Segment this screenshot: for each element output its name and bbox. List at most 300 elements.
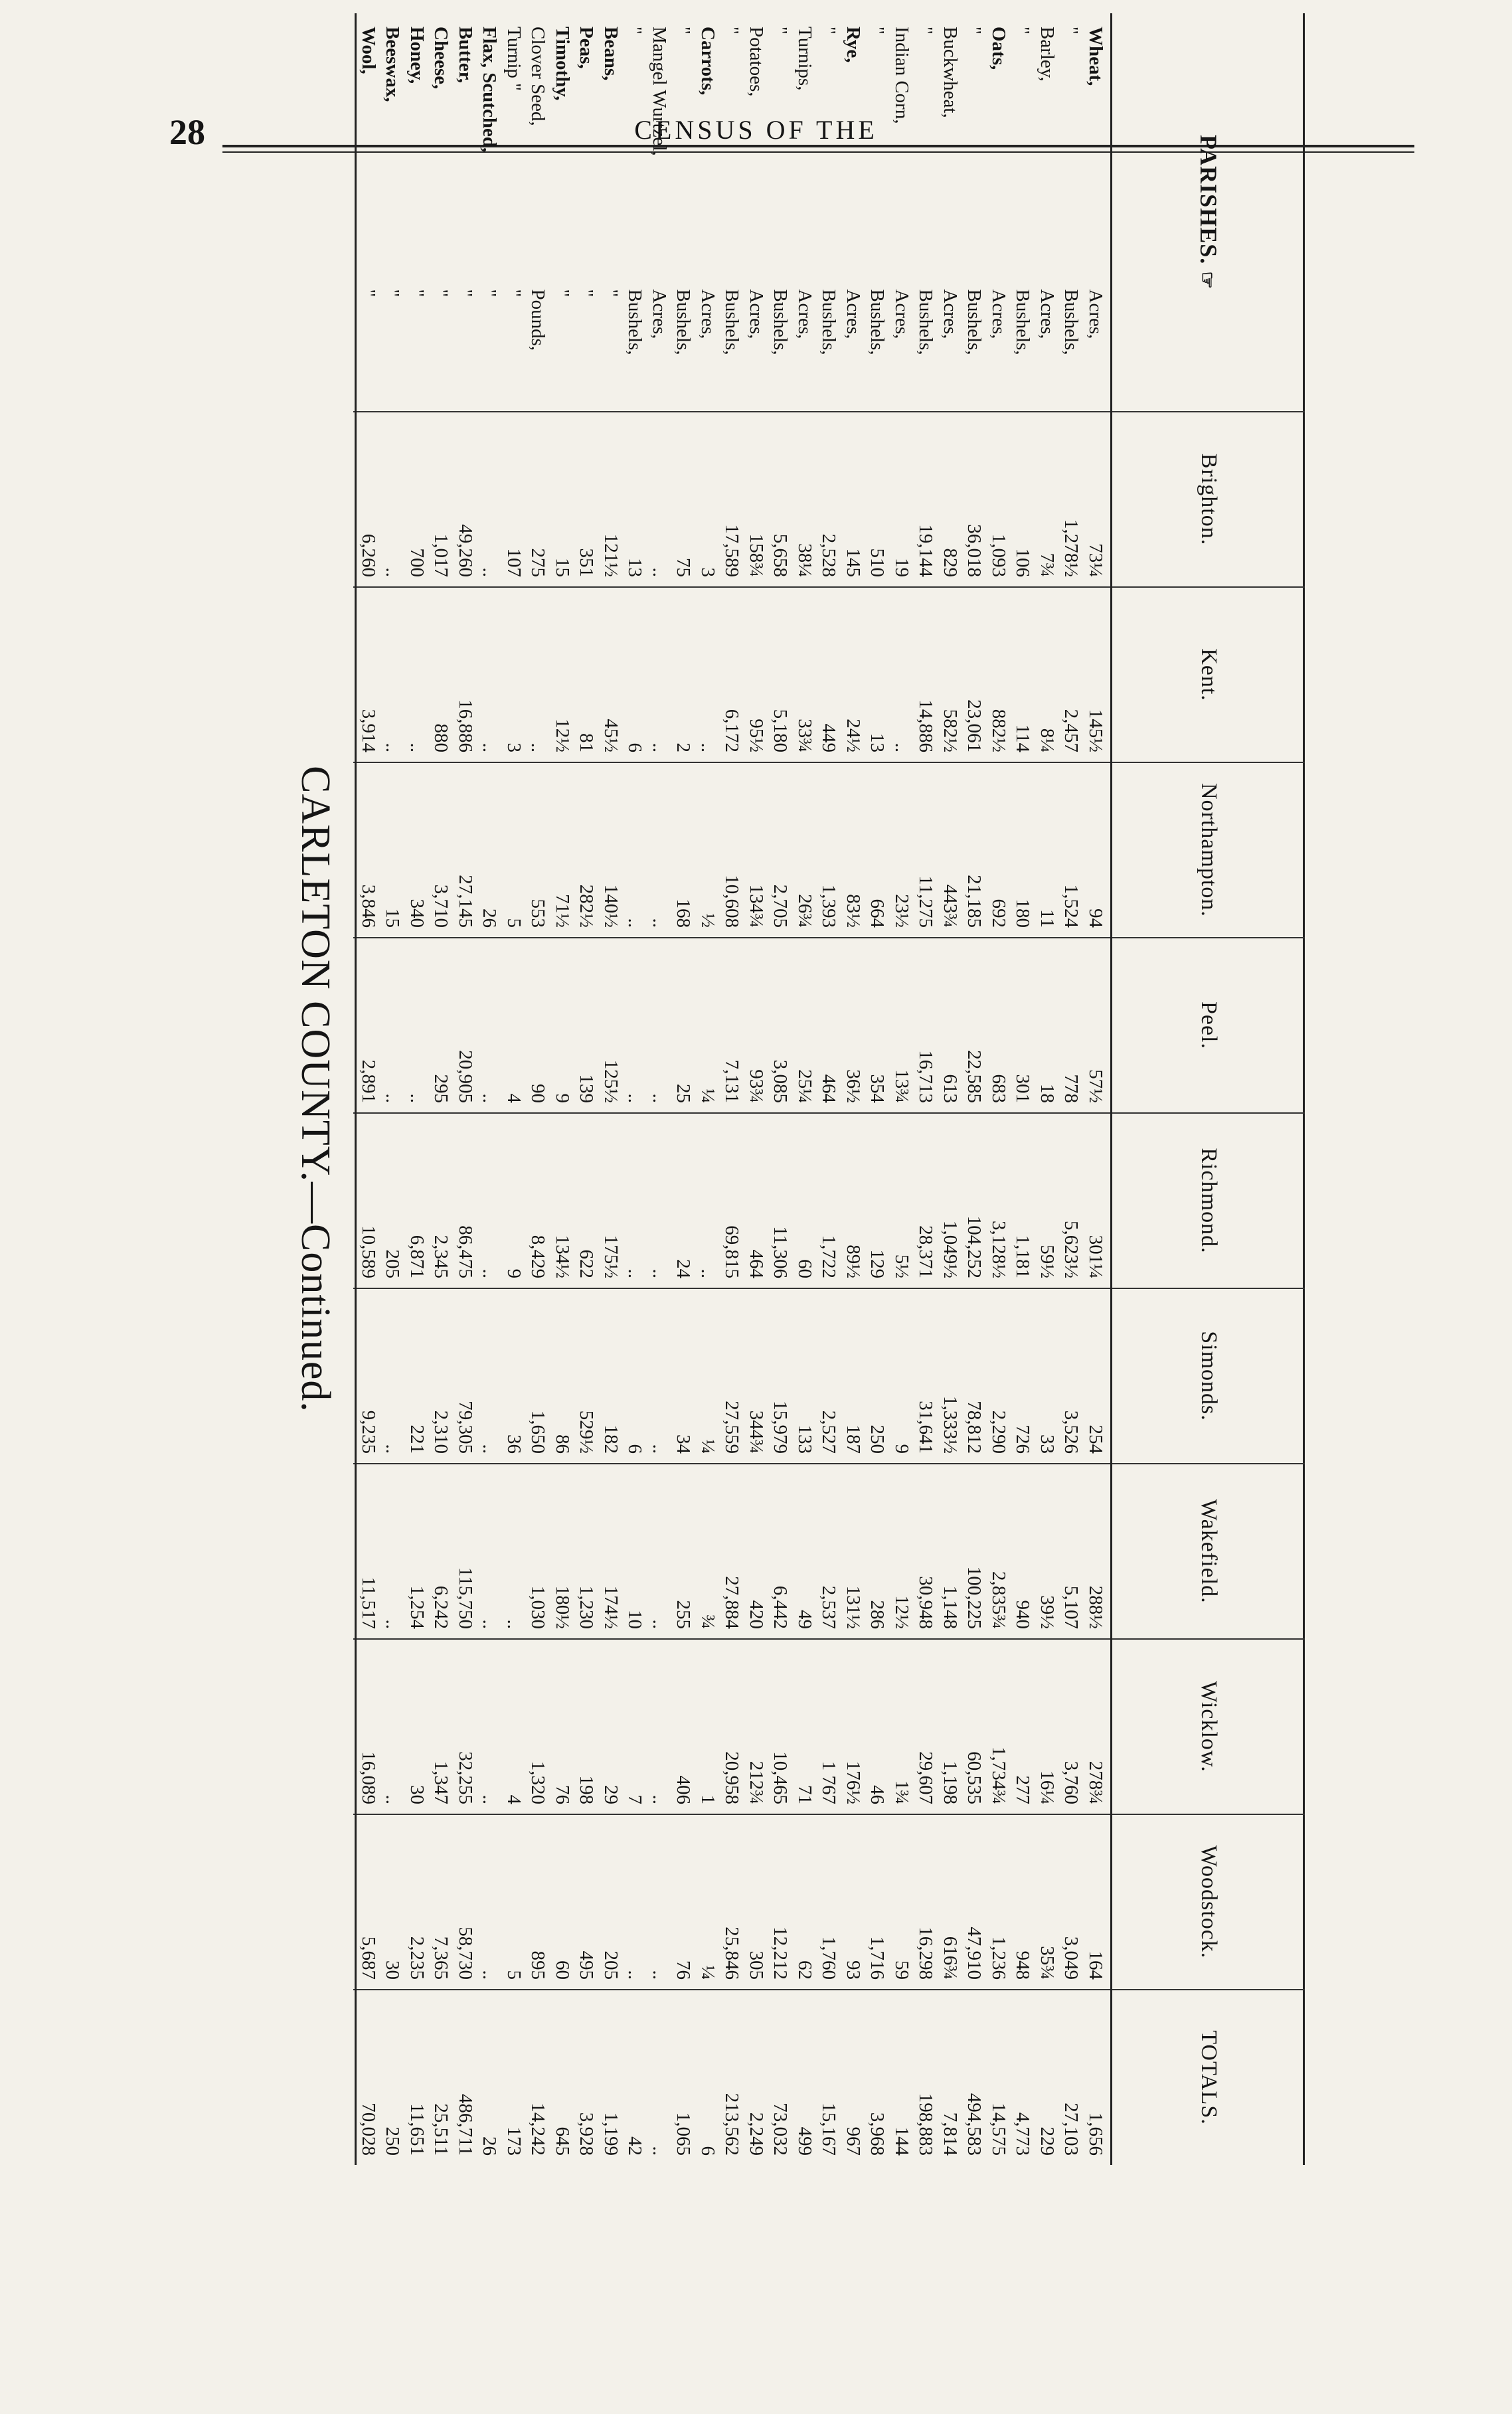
table-cell: 18 (1037, 1084, 1058, 1103)
census-table (354, 13, 1305, 2165)
table-cell: 25¼ (794, 1069, 815, 1103)
table-cell: 134½ (552, 1235, 573, 1278)
table-cell: 12,212 (770, 1927, 792, 1980)
table-cell: 144 (891, 2126, 912, 2156)
table-cell: 14,886 (915, 699, 937, 752)
table-cell: .. (697, 1268, 718, 1278)
table-cell: 34 (673, 1434, 695, 1454)
table-cell: .. (891, 742, 912, 752)
table-cell: 9 (503, 1268, 525, 1278)
table-cell: 35¾ (1037, 1946, 1058, 1980)
crop-label: Mangel Wurtzel, (649, 27, 670, 156)
unit-label: Bushels, (867, 289, 888, 355)
table-cell: 134¾ (746, 884, 767, 928)
crop-label: Honey, (406, 27, 428, 84)
table-cell: 212¾ (746, 1761, 767, 1804)
table-cell: 464 (746, 1249, 767, 1278)
table-cell: 16,298 (915, 1927, 937, 1980)
table-cell: 7,131 (721, 1059, 743, 1103)
table-cell: 275 (527, 548, 549, 577)
table-cell: .. (382, 1093, 404, 1103)
table-cell: 180½ (552, 1585, 573, 1629)
crop-label: " (673, 27, 695, 35)
table-cell: 295 (430, 1074, 452, 1103)
unit-label: " (455, 289, 476, 298)
table-cell: 616¾ (940, 1936, 961, 1980)
table-cell: 255 (673, 1600, 695, 1629)
table-cell: 36,018 (964, 524, 985, 577)
table-cell: 948 (1012, 1950, 1034, 1980)
table-cell: .. (649, 1268, 670, 1278)
table-cell: .. (382, 1444, 404, 1454)
header-row (1112, 13, 1305, 2165)
table-frame-bottom (355, 13, 357, 2165)
table-cell: 60,535 (964, 1751, 985, 1804)
table-cell: 16¼ (1037, 1770, 1058, 1804)
table-cell: 115,750 (455, 1567, 476, 1629)
table-cell: 27,145 (455, 875, 476, 928)
table-cell: 49,260 (455, 524, 476, 577)
table-cell: 10 (624, 1610, 646, 1629)
table-cell: 3,846 (358, 884, 379, 928)
column-header: Brighton. (1112, 412, 1305, 587)
table-cell: 2,345 (430, 1235, 452, 1278)
table-cell: 2,249 (746, 2112, 767, 2156)
table-cell: 406 (673, 1775, 695, 1804)
table-cell: 75 (673, 558, 695, 577)
crop-label: Barley, (1037, 27, 1058, 82)
column-header: Woodstock. (1112, 1814, 1305, 1990)
table-cell: .. (479, 567, 501, 577)
page-number: 28 (169, 112, 205, 152)
table-cell: 3,968 (867, 2112, 888, 2156)
table-cell: 168 (673, 899, 695, 928)
table-cell: ¾ (697, 1614, 718, 1629)
table-body (354, 13, 1112, 2165)
table-cell: .. (649, 1619, 670, 1629)
table-cell: .. (624, 1268, 646, 1278)
table-cell: 73¼ (1085, 543, 1106, 577)
unit-label: Bushels, (818, 289, 840, 355)
table-cell: 71½ (552, 894, 573, 928)
table-cell: 131½ (843, 1585, 864, 1629)
table-cell: 125½ (600, 1059, 622, 1103)
table-cell: 33¾ (794, 719, 815, 752)
table-cell: 49 (794, 1610, 815, 1629)
crop-label: Oats, (988, 27, 1009, 70)
table-cell: 14,575 (988, 2103, 1009, 2156)
table-cell: 164 (1085, 1950, 1106, 1980)
table-cell: 1 (697, 1794, 718, 1804)
table-cell: 6,172 (721, 709, 743, 752)
table-cell: 39½ (1037, 1595, 1058, 1629)
table-cell: 1,049½ (940, 1221, 961, 1278)
table-cell: 16,713 (915, 1050, 937, 1103)
table-cell: 100,225 (964, 1566, 985, 1629)
table-cell: ¼ (697, 1088, 718, 1103)
table-cell: 13 (867, 733, 888, 752)
table-cell: 62 (794, 1960, 815, 1980)
table-cell: 1,230 (576, 1585, 598, 1629)
table-cell: 90 (527, 1084, 549, 1103)
table-cell: .. (479, 742, 501, 752)
table-cell: .. (649, 1970, 670, 1980)
parishes-header (1112, 13, 1305, 412)
table-cell: 25,511 (430, 2103, 452, 2156)
table-cell: 89½ (843, 1245, 864, 1278)
table-cell: 22,585 (964, 1050, 985, 1103)
crop-label: Rye, (843, 27, 864, 63)
table-cell: 93¾ (746, 1069, 767, 1103)
crop-label: " (624, 27, 646, 35)
table-cell: 30 (382, 1960, 404, 1980)
table-cell: 443¾ (940, 884, 961, 928)
table-cell: 6 (624, 742, 646, 752)
unit-label: " (479, 289, 501, 298)
unit-label: " (600, 289, 622, 298)
table-cell: 6,242 (430, 1585, 452, 1629)
unit-label: Bushels, (721, 289, 743, 355)
table-cell: 79,305 (455, 1401, 476, 1454)
crop-label: Cheese, (430, 27, 452, 90)
table-cell: 3,049 (1060, 1936, 1082, 1980)
table-cell: 1,199 (600, 2112, 622, 2156)
table-cell: 340 (406, 899, 428, 928)
table-cell: 26 (479, 2136, 501, 2156)
unit-label: Acres, (697, 289, 718, 339)
table-cell: 3,914 (358, 709, 379, 752)
table-cell: 5,658 (770, 533, 792, 577)
table-cell: 7,365 (430, 1936, 452, 1980)
table-cell: 15 (552, 558, 573, 577)
table-cell: 499 (794, 2126, 815, 2156)
crop-label: " (770, 27, 792, 35)
table-cell: 24 (673, 1259, 695, 1278)
table-cell: 70,028 (358, 2103, 379, 2156)
table-cell: 19,144 (915, 524, 937, 577)
unit-label: " (430, 289, 452, 298)
table-cell: 104,252 (964, 1215, 985, 1278)
table-cell: 71 (794, 1785, 815, 1804)
table-cell: 46 (867, 1785, 888, 1804)
crop-label: " (915, 27, 937, 35)
table-cell: 880 (430, 723, 452, 752)
table-cell: 700 (406, 548, 428, 577)
crop-label: " (1060, 27, 1082, 35)
table-cell: 6,260 (358, 533, 379, 577)
table-cell: 5,180 (770, 709, 792, 752)
table-cell: 2,310 (430, 1410, 452, 1454)
table-cell: 895 (527, 1950, 549, 1980)
table-cell: 180 (1012, 899, 1034, 928)
table-cell: 76 (552, 1785, 573, 1804)
table-cell: 19 (891, 558, 912, 577)
table-cell: 778 (1060, 1074, 1082, 1103)
table-cell: 27,103 (1060, 2103, 1082, 2156)
table-cell: 5 (503, 1970, 525, 1980)
table-cell: .. (382, 1619, 404, 1629)
table-cell: 3 (697, 567, 718, 577)
table-cell: 205 (600, 1950, 622, 1980)
table-cell: 7¾ (1037, 553, 1058, 577)
table-cell: 582½ (940, 709, 961, 752)
table-cell: 15,979 (770, 1401, 792, 1454)
table-cell: 3,526 (1060, 1410, 1082, 1454)
table-cell: .. (479, 1268, 501, 1278)
table-cell: 15,167 (818, 2103, 840, 2156)
running-head: CENSUS OF THE (634, 115, 878, 145)
table-cell: 10,608 (721, 875, 743, 928)
table-cell: 36 (503, 1434, 525, 1454)
table-cell: 106 (1012, 548, 1034, 577)
unit-label: " (382, 289, 404, 298)
table-cell: 60 (794, 1259, 815, 1278)
table-cell: 420 (746, 1600, 767, 1629)
table-cell: 1,524 (1060, 884, 1082, 928)
unit-label: " (503, 289, 525, 298)
table-cell: .. (649, 918, 670, 928)
table-cell: 3,128½ (988, 1221, 1009, 1278)
unit-label: Acres, (1037, 289, 1058, 339)
unit-label-column (354, 290, 1106, 402)
table-cell: 32,255 (455, 1751, 476, 1804)
table-cell: 1,656 (1085, 2112, 1106, 2156)
table-cell: 59½ (1037, 1245, 1058, 1278)
table-cell: .. (624, 1093, 646, 1103)
unit-label: " (552, 289, 573, 298)
table-cell: 176½ (843, 1761, 864, 1804)
table-cell: 20,958 (721, 1751, 743, 1804)
table-cell: 282½ (576, 884, 598, 928)
table-cell: 4 (503, 1794, 525, 1804)
table-cell: 250 (867, 1424, 888, 1454)
unit-label: Bushels, (1012, 289, 1034, 355)
crop-label: " (818, 27, 840, 35)
column-header: Kent. (1112, 587, 1305, 762)
table-cell: 23½ (891, 894, 912, 928)
table-cell: 27,884 (721, 1576, 743, 1629)
crop-label: Indian Corn, (891, 27, 912, 124)
table-cell: 11 (1037, 909, 1058, 928)
table-cell: 967 (843, 2126, 864, 2156)
table-cell: 30 (406, 1785, 428, 1804)
table-cell: 229 (1037, 2126, 1058, 2156)
table-cell: 11,275 (915, 875, 937, 928)
table-cell: 278¾ (1085, 1761, 1106, 1804)
table-cell: .. (479, 1093, 501, 1103)
table-cell: 510 (867, 548, 888, 577)
table-cell: 78,812 (964, 1401, 985, 1454)
table-cell: 14,242 (527, 2103, 549, 2156)
table-cell: 16,089 (358, 1751, 379, 1804)
table-cell: 205 (382, 1249, 404, 1278)
table-cell: 20,905 (455, 1050, 476, 1103)
unit-label: Bushels, (624, 289, 646, 355)
table-cell: 1 767 (818, 1761, 840, 1804)
table-cell: 42 (624, 2136, 646, 2156)
unit-label: Acres, (794, 289, 815, 339)
table-cell: 2,457 (1060, 709, 1082, 752)
table-cell: 9,235 (358, 1410, 379, 1454)
table-cell: 25,846 (721, 1927, 743, 1980)
table-cell: 7 (624, 1794, 646, 1804)
crop-label: Turnips, (794, 27, 815, 91)
table-cell: .. (624, 918, 646, 928)
table-cell: .. (649, 567, 670, 577)
crop-label: " (964, 27, 985, 35)
unit-label: Bushels, (964, 289, 985, 355)
table-cell: 173 (503, 2126, 525, 2156)
table-cell: 145 (843, 548, 864, 577)
table-cell: ¼ (697, 1965, 718, 1980)
table-cell: .. (503, 1619, 525, 1629)
crop-label: Butter, (455, 27, 476, 84)
unit-label: Bushels, (915, 289, 937, 355)
column-header: Northampton. (1112, 762, 1305, 938)
table-cell: 81 (576, 733, 598, 752)
table-cell: 76 (673, 1960, 695, 1980)
table-cell: 1,760 (818, 1936, 840, 1980)
table-cell: 10,465 (770, 1751, 792, 1804)
table-cell: 26¾ (794, 894, 815, 928)
table-cell: 2 (673, 742, 695, 752)
table-cell: 133 (794, 1424, 815, 1454)
table-cell: 6 (624, 1444, 646, 1454)
unit-label: Acres, (843, 289, 864, 339)
table-cell: 1,017 (430, 533, 452, 577)
table-cell: 86 (552, 1434, 573, 1454)
unit-label: Bushels, (770, 289, 792, 355)
table-cell: .. (382, 742, 404, 752)
table-cell: 175½ (600, 1235, 622, 1278)
table-cell: 622 (576, 1249, 598, 1278)
table-cell: 13¾ (891, 1069, 912, 1103)
table-cell: 10,589 (358, 1225, 379, 1278)
table-cell: 553 (527, 899, 549, 928)
crop-label: Peas, (576, 27, 598, 69)
table-cell: 5,687 (358, 1936, 379, 1980)
data-column (354, 587, 1112, 762)
table-cell: 940 (1012, 1600, 1034, 1629)
column-header: Wicklow. (1112, 1639, 1305, 1814)
table-cell: 29,607 (915, 1751, 937, 1804)
table-cell: .. (624, 1970, 646, 1980)
table-cell: 1,650 (527, 1410, 549, 1454)
table-cell: 486,711 (455, 2093, 476, 2156)
table-cell: 25 (673, 1084, 695, 1103)
table-cell: 145½ (1085, 709, 1106, 752)
table-cell: 464 (818, 1074, 840, 1103)
table-cell: 59 (891, 1960, 912, 1980)
table-cell: 2,705 (770, 884, 792, 928)
table-cell: 1¾ (891, 1780, 912, 1804)
table-cell: 1,347 (430, 1761, 452, 1804)
table-cell: 13 (624, 558, 646, 577)
table-cell: 3,760 (1060, 1761, 1082, 1804)
table-cell: 121½ (600, 533, 622, 577)
column-header: TOTALS. (1112, 1990, 1305, 2165)
table-cell: .. (649, 742, 670, 752)
table-cell: 683 (988, 1074, 1009, 1103)
row-labels (354, 13, 1112, 412)
table-cell: 27,559 (721, 1401, 743, 1454)
table-cell: 1,734¾ (988, 1747, 1009, 1804)
table-cell: 6,442 (770, 1585, 792, 1629)
table-cell: 344¾ (746, 1410, 767, 1454)
table-cell: .. (479, 1619, 501, 1629)
unit-label: " (358, 289, 379, 298)
table-title: CARLETON COUNTY.—Continued. (293, 766, 338, 1413)
table-cell: 1,093 (988, 533, 1009, 577)
table-cell: 5,107 (1060, 1585, 1082, 1629)
table-cell: 187 (843, 1424, 864, 1454)
table-cell: 301¼ (1085, 1235, 1106, 1278)
table-cell: 1,148 (940, 1585, 961, 1629)
table-cell: 69,815 (721, 1225, 743, 1278)
table-cell: 1,393 (818, 884, 840, 928)
table-cell: .. (649, 1444, 670, 1454)
table-cell: 3,928 (576, 2112, 598, 2156)
table-cell: 882½ (988, 709, 1009, 752)
table-cell: 198,883 (915, 2093, 937, 2156)
table-cell: 129 (867, 1249, 888, 1278)
table-cell: 83½ (843, 894, 864, 928)
unit-label: Bushels, (673, 289, 695, 355)
table-cell: 3 (503, 742, 525, 752)
table-cell: 15 (382, 908, 404, 928)
unit-label: Bushels, (1060, 289, 1082, 355)
table-cell: 2,537 (818, 1585, 840, 1629)
crop-label: " (867, 27, 888, 35)
table-cell: 495 (576, 1950, 598, 1980)
table-cell: 1,254 (406, 1585, 428, 1629)
table-cell: 11,306 (770, 1226, 792, 1278)
unit-label: Acres, (746, 289, 767, 339)
table-cell: .. (697, 742, 718, 752)
table-cell: .. (649, 1093, 670, 1103)
table-cell: 17,589 (721, 524, 743, 577)
table-cell: 6 (697, 2146, 718, 2156)
crop-label: Buckwheat, (940, 27, 961, 118)
table-cell: 250 (382, 2126, 404, 2156)
table-cell: 1,278½ (1060, 519, 1082, 577)
table-cell: 288½ (1085, 1585, 1106, 1629)
table-cell: 30,948 (915, 1576, 937, 1629)
crop-label: Clover Seed, (527, 27, 549, 126)
table-cell: 139 (576, 1074, 598, 1103)
table-cell: .. (649, 1794, 670, 1804)
table-cell: 107 (503, 548, 525, 577)
data-column (354, 1464, 1112, 1639)
table-cell: 449 (818, 723, 840, 752)
crop-label: Timothy, (552, 27, 573, 101)
table-cell: 1,030 (527, 1585, 549, 1629)
table-cell: 354 (867, 1074, 888, 1103)
unit-label: Acres, (940, 289, 961, 339)
data-column (354, 762, 1112, 938)
table-cell: 1,181 (1012, 1235, 1034, 1278)
table-cell: 2,528 (818, 533, 840, 577)
table-cell: 26 (479, 908, 501, 928)
table-cell: 221 (406, 1424, 428, 1454)
table-cell: 95½ (746, 719, 767, 752)
crop-label: Carrots, (697, 27, 718, 96)
table-cell: .. (406, 742, 428, 752)
crop-label: " (1012, 27, 1034, 35)
table-cell: 8¼ (1037, 728, 1058, 752)
unit-label: Acres, (1085, 289, 1106, 339)
table-cell: 24½ (843, 719, 864, 752)
